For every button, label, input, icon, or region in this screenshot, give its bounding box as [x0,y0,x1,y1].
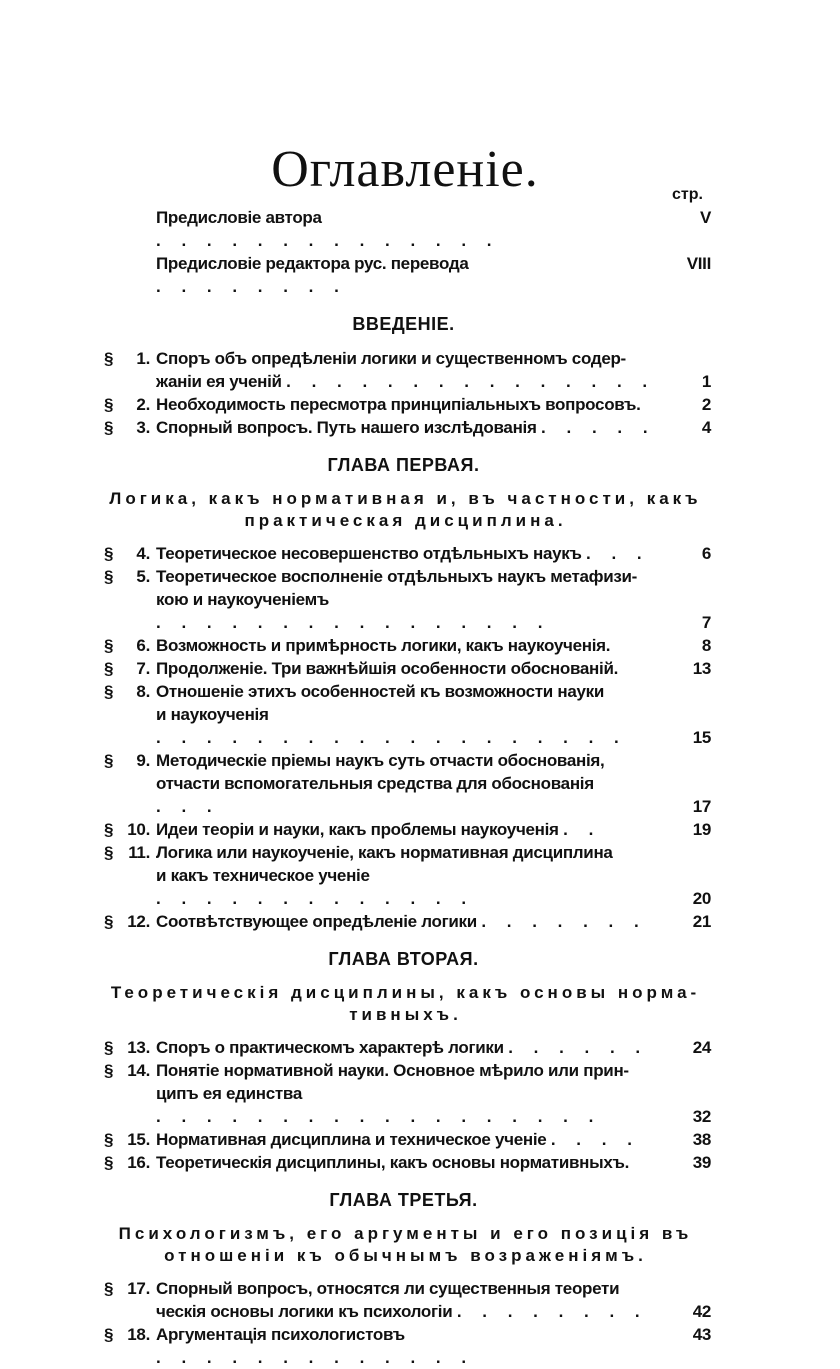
leader-dots: . . . . . . . . . . . . . . . . . . [156,1107,602,1126]
section-sign: § [104,349,114,368]
entry-title: Логика или наукоученіе, какъ нормативная дисциплина [156,843,613,862]
entry-title-cont: кою и наукоученіемъ [156,590,329,609]
chapter-1-subtitle: Логика, какъ нормативная и, въ частности, какъ практическая дисциплина. [109,489,702,530]
entry-title-cont: ческія основы логики къ психологіи [156,1302,453,1321]
entry-title: Теоретическое восполненіе отдѣльныхъ наукъ метафизи- [156,567,638,586]
toc-entry[interactable] [96,1036,711,1059]
chapter-2-heading: ГЛАВА ВТОРАЯ. [328,949,479,969]
section-number: 7. [136,659,150,678]
entry-page: VIII [686,254,711,273]
leader-dots: . . . [156,797,220,816]
entry-page: 8 [701,636,711,655]
section-sign: § [104,418,114,437]
entry-page: 17 [692,797,711,816]
entry-title: Споръ объ опредѣленіи логики и существенномъ содер- [156,349,626,368]
entry-page: 19 [692,820,711,839]
leader-dots: . . . . . . . . [456,1302,648,1321]
entry-title: Предисловіе автора [156,208,322,227]
leader-dots: . . . . . . . . [156,277,347,296]
toc-entry[interactable] [96,206,711,252]
toc-entry[interactable] [96,347,711,393]
chapter-3-heading: ГЛАВА ТРЕТЬЯ. [329,1190,478,1210]
leader-dots: . . . . . . [508,1038,649,1057]
section-sign: § [104,1153,114,1172]
leader-dots: . . . . . . . . . . . . . . [156,231,500,250]
chapter-3-subtitle: Психологизмъ, его аргументы и его позиція въ отношеніи къ обычнымъ возраженіямъ. [118,1224,693,1265]
leader-dots: . . . [586,544,650,563]
entry-page: 38 [692,1130,711,1149]
section-sign: § [104,395,114,414]
section-number: 4. [136,544,150,563]
entry-page: 1 [701,372,711,391]
table-of-contents [96,206,711,1369]
section-sign: § [104,659,114,678]
entry-title: Нормативная дисциплина и техническое ученіе [156,1130,547,1149]
section-number: 5. [136,567,150,586]
section-sign: § [104,820,114,839]
entry-title-cont: ципъ ея единства [156,1084,303,1103]
entry-title: Продолженіе. Три важнѣйшія особенности обоснованій. [156,659,619,678]
entry-title-cont: и наукоученія [156,705,269,724]
entry-title: Идеи теоріи и науки, какъ проблемы наукоученія [156,820,559,839]
entry-title: Соотвѣтствующее опредѣленіе логики [156,912,477,931]
section-sign: § [104,567,114,586]
toc-entry[interactable] [96,252,711,298]
section-number: 6. [136,636,150,655]
entry-page: 32 [692,1107,711,1126]
entry-page: 2 [701,395,711,414]
leader-dots: . . . . . . . . . . . . . [156,1348,475,1367]
toc-entry[interactable] [96,1277,711,1323]
chapter-2-subtitle: Теоретическія дисциплины, какъ основы норма-тивныхъ. [110,983,701,1024]
section-number: 9. [136,751,150,770]
toc-entry[interactable] [96,680,711,749]
section-number: 8. [136,682,150,701]
section-sign: § [104,1061,114,1080]
toc-entry[interactable] [96,634,711,657]
entry-page: 43 [692,1325,711,1344]
leader-dots: . . . . . . . . . . . . . [156,889,475,908]
toc-entry[interactable] [96,1128,711,1151]
leader-dots: . . . . . . . . . . . . . . . . . . . [156,728,627,747]
leader-dots: . . . . [550,1130,640,1149]
toc-entry[interactable] [96,1323,711,1369]
entry-title: Отношеніе этихъ особенностей къ возможности науки [156,682,604,701]
entry-page: 15 [692,728,711,747]
entry-title: Методическіе пріемы наукъ суть отчасти обоснованія, [156,751,605,770]
entry-page: 13 [692,659,711,678]
entry-title: Теоретическое несовершенство отдѣльныхъ наукъ [156,544,582,563]
entry-page: 20 [692,889,711,908]
section-number: 3. [136,418,150,437]
toc-entry[interactable] [96,910,711,933]
section-number: 14. [127,1061,150,1080]
entry-page: 39 [692,1153,711,1172]
entry-title: Необходимость пересмотра принципіальныхъ вопросовъ. [156,395,641,414]
entry-page: 21 [692,912,711,931]
section-number: 16. [127,1153,150,1172]
entry-title: Спорный вопросъ, относятся ли существенныя теорети [156,1279,620,1298]
section-number: 15. [127,1130,150,1149]
entry-page: 4 [701,418,711,437]
section-sign: § [104,1130,114,1149]
entry-page: V [699,208,711,227]
section-sign: § [104,751,114,770]
section-sign: § [104,636,114,655]
section-sign: § [104,843,114,862]
leader-dots: . . . . . . . . . . . . . . . . [156,613,551,632]
chapter-1-heading: ГЛАВА ПЕРВАЯ. [327,455,480,475]
leader-dots: . . [563,820,602,839]
entry-title: Понятіе нормативной науки. Основное мѣрило или прин- [156,1061,629,1080]
section-number: 18. [127,1325,150,1344]
toc-entry[interactable] [96,542,711,565]
leader-dots: . . . . . [541,418,656,437]
section-number: 2. [136,395,150,414]
toc-entry[interactable] [96,393,711,416]
section-sign: § [104,544,114,563]
intro-heading: ВВЕДЕНІЕ. [352,314,455,334]
section-sign: § [104,1038,114,1057]
toc-entry[interactable] [96,416,711,439]
toc-entry[interactable] [96,657,711,680]
entry-title: Возможность и примѣрность логики, какъ наукоученія. [156,636,611,655]
entry-title: Предисловіе редактора рус. перевода [156,254,469,273]
entry-title: Теоретическія дисциплины, какъ основы нормативныхъ. [156,1153,629,1172]
entry-title-cont: отчасти вспомогательныя средства для обоснованія [156,774,594,793]
entry-title-cont: жаніи ея ученій [156,372,282,391]
leader-dots: . . . . . . . . . . . . . . . [286,372,656,391]
section-number: 1. [136,349,150,368]
entry-title-cont: и какъ техническое ученіе [156,866,370,885]
entry-page: 7 [701,613,711,632]
toc-entry[interactable] [96,841,711,910]
page-title: Оглавленіе. [271,141,539,198]
toc-entry[interactable] [96,565,711,634]
entry-page: 24 [692,1038,711,1057]
section-number: 12. [127,912,150,931]
entry-page: 6 [701,544,711,563]
section-sign: § [104,912,114,931]
section-number: 13. [127,1038,150,1057]
section-number: 10. [127,820,150,839]
entry-page: 42 [692,1302,711,1321]
section-number: 11. [128,843,150,862]
entry-title: Споръ о практическомъ характерѣ логики [156,1038,504,1057]
entry-title: Аргументація психологистовъ [156,1325,405,1344]
page-column-label: стр. [672,186,703,203]
toc-entry[interactable] [96,1059,711,1128]
section-sign: § [104,1325,114,1344]
section-sign: § [104,682,114,701]
toc-entry[interactable] [96,818,711,841]
leader-dots: . . . . . . . [481,912,647,931]
section-sign: § [104,1279,114,1298]
toc-entry[interactable] [96,1151,711,1174]
entry-title: Спорный вопросъ. Путь нашего изслѣдованія [156,418,537,437]
toc-entry[interactable] [96,749,711,818]
section-number: 17. [127,1279,150,1298]
